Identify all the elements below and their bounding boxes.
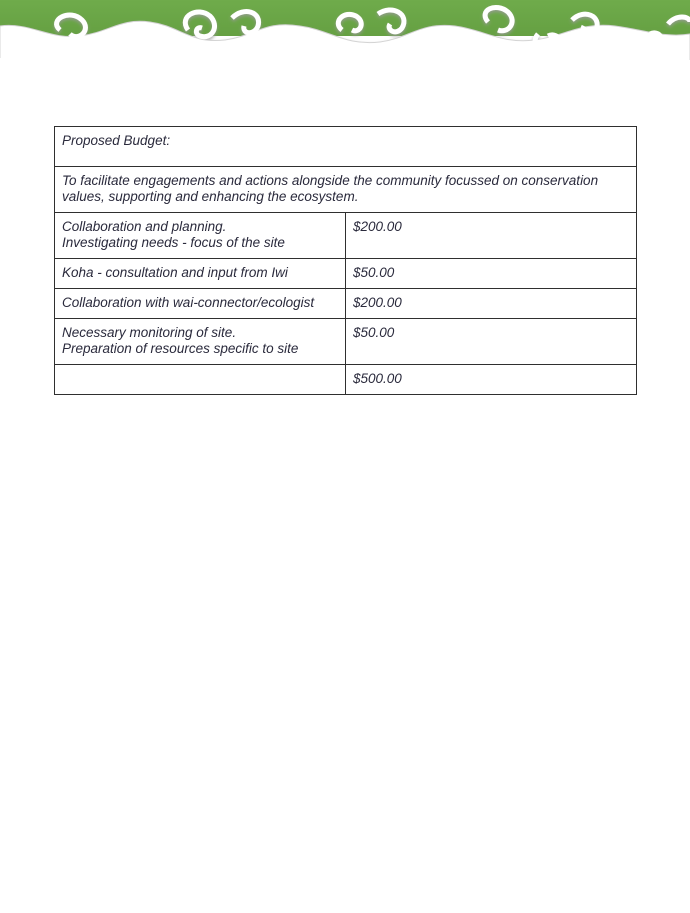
koru-scroll-banner — [0, 0, 690, 80]
amount-cell: $50.00 — [346, 319, 637, 365]
table-row — [55, 289, 637, 319]
item-cell — [55, 259, 346, 289]
item-line: Collaboration with wai-connector/ecologist — [62, 295, 315, 310]
item-cell — [55, 319, 346, 365]
item-line: Koha - consultation and input from Iwi — [62, 265, 288, 280]
table-row — [55, 259, 637, 289]
total-label — [55, 365, 346, 395]
total-row — [55, 365, 637, 395]
budget-description-row — [55, 167, 637, 213]
item-line: Investigating needs - focus of the site — [62, 235, 285, 250]
table-row — [55, 319, 637, 365]
amount-cell: $200.00 — [346, 289, 637, 319]
table-row — [55, 213, 637, 259]
item-line: Preparation of resources specific to site — [62, 341, 299, 356]
item-cell — [55, 289, 346, 319]
budget-description: To facilitate engagements and actions alongside the community focussed on conservation values, supporting and enhancing the ecosystem. — [55, 167, 637, 213]
amount-cell: $200.00 — [346, 213, 637, 259]
budget-title: Proposed Budget: — [55, 127, 637, 167]
amount-cell: $50.00 — [346, 259, 637, 289]
budget-table — [54, 126, 637, 395]
total-amount: $500.00 — [346, 365, 637, 395]
item-line: Necessary monitoring of site. — [62, 325, 237, 340]
item-cell — [55, 213, 346, 259]
item-line: Collaboration and planning. — [62, 219, 227, 234]
budget-title-row — [55, 127, 637, 167]
